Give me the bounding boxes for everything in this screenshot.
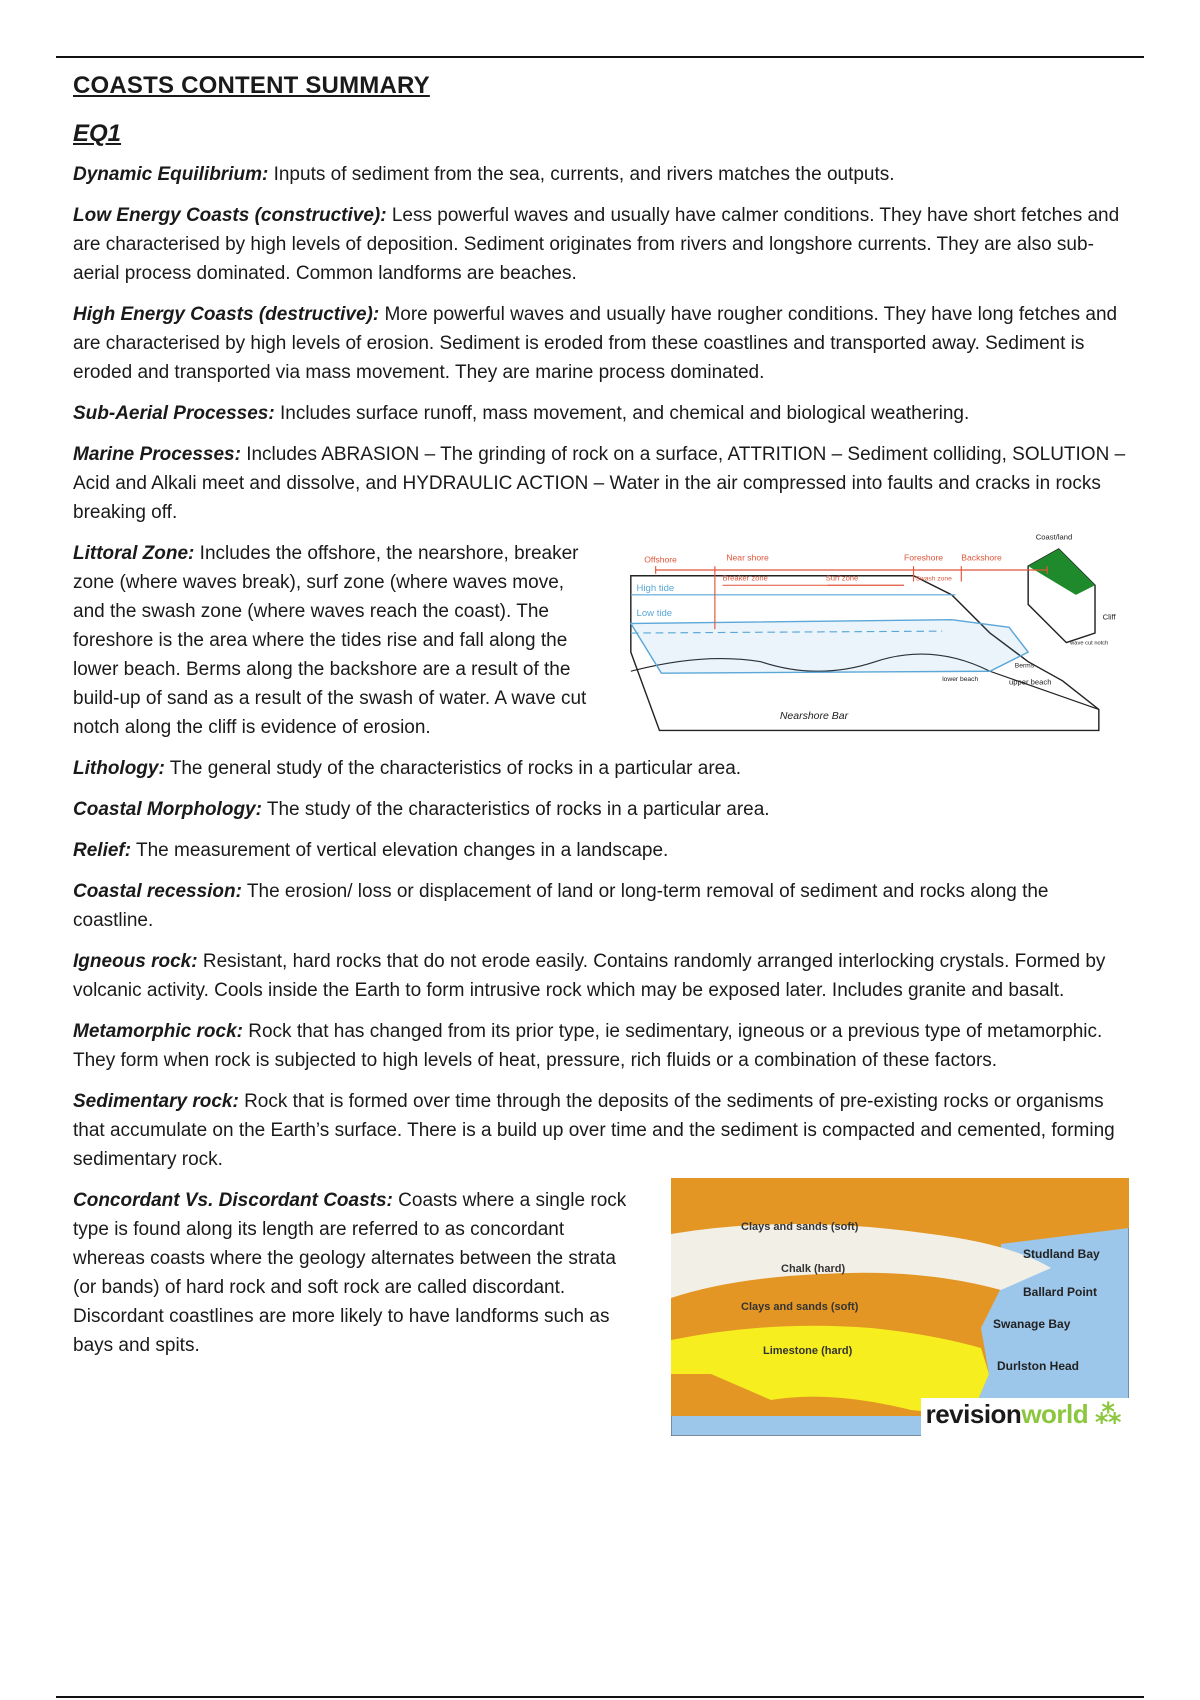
- bottom-rule: [56, 1696, 1144, 1698]
- entry-concordant-discordant: Concordant Vs. Discordant Coasts: Coasts where a single rock type is found along its length are referred to as concordant whereas coasts where the geology alternates between the strata (or bands) of hard rock and soft rock are called discordant. Discordant coastlines are more likely to have landforms such as bays and spits.: [73, 1190, 627, 1356]
- section-heading: EQ1: [73, 120, 122, 147]
- label-studland-bay: Studland Bay: [1023, 1247, 1100, 1261]
- label-chalk: Chalk (hard): [781, 1263, 846, 1275]
- label-offshore: Offshore: [643, 554, 677, 565]
- label-low-tide: Low tide: [636, 607, 672, 619]
- coast-land-top: [1028, 549, 1095, 595]
- label-clays-sands-1: Clays and sands (soft): [741, 1221, 859, 1233]
- littoral-zone-diagram: [627, 523, 1133, 745]
- label-high-tide: High tide: [636, 583, 675, 595]
- logo-icon: ⁂: [1094, 1399, 1121, 1429]
- entry-littoral-zone: Littoral Zone: Includes the offshore, the nearshore, breaker zone (where waves break), surf zone (where waves move, and the swash zone (where waves reach the coast). The foreshore is the area where the tides rise and fall along the lower beach. Berms along the backshore are a result of the build-up of sand as a result of the swash of water. A wave cut notch along the cliff is evidence of erosion.: [73, 543, 587, 738]
- entry-low-energy-coasts: Low Energy Coasts (constructive): Less powerful waves and usually have calmer conditions. They have short fetches and are characterised by high levels of deposition. Sediment originates from rivers and longshore currents. They are also sub-aerial process dominated. Common landforms are beaches.: [73, 205, 1120, 284]
- label-foreshore: Foreshore: [903, 552, 943, 563]
- label-lower-beach: lower beach: [941, 675, 978, 683]
- entry-metamorphic-rock: Metamorphic rock: Rock that has changed from its prior type, ie sedimentary, igneous or a previous type of metamorphic. They form when rock is subjected to high levels of heat, pressure, rich fluids or a combination of these factors.: [73, 1021, 1103, 1071]
- label-swash-zone: Swash zone: [915, 575, 952, 583]
- label-berms: Berms: [1014, 662, 1034, 670]
- label-ballard-point: Ballard Point: [1023, 1285, 1098, 1299]
- label-surf-zone: Surf zone: [825, 573, 859, 583]
- entry-lithology: Lithology: The general study of the characteristics of rocks in a particular area.: [73, 758, 742, 779]
- entry-marine-processes: Marine Processes: Includes ABRASION – The grinding of rock on a surface, ATTRITION – Sediment colliding, SOLUTION – Acid and Alkali meet and dissolve, and HYDRAULIC ACTION – Water in the air compressed into faults and cracks in rocks breaking off.: [73, 444, 1126, 523]
- label-limestone: Limestone (hard): [763, 1345, 853, 1357]
- label-cliff: Cliff: [1102, 612, 1116, 622]
- water-body: [631, 620, 1028, 673]
- label-upper-beach: upper beach: [1008, 677, 1052, 687]
- label-backshore: Backshore: [961, 552, 1002, 563]
- entry-sub-aerial-processes: Sub-Aerial Processes: Includes surface runoff, mass movement, and chemical and biological weathering.: [73, 403, 970, 424]
- label-nearshore: Near shore: [726, 552, 769, 563]
- entry-igneous-rock: Igneous rock: Resistant, hard rocks that do not erode easily. Contains randomly arranged interlocking crystals. Formed by volcanic activity. Cools inside the Earth to form intrusive rock which may be exposed later. Includes granite and basalt.: [73, 951, 1106, 1001]
- entry-coastal-recession: Coastal recession: The erosion/ loss or displacement of land or long-term removal of sediment and rocks along the coastline.: [73, 881, 1049, 931]
- label-swanage-bay: Swanage Bay: [993, 1317, 1071, 1331]
- entry-dynamic-equilibrium: Dynamic Equilibrium: Inputs of sediment from the sea, currents, and rivers matches the outputs.: [73, 164, 895, 185]
- entry-coastal-morphology: Coastal Morphology: The study of the characteristics of rocks in a particular area.: [73, 799, 770, 820]
- label-coast-land: Coast/land: [1035, 532, 1073, 542]
- concordant-section: [73, 1186, 1133, 1436]
- label-breaker-zone: Breaker zone: [722, 573, 768, 583]
- littoral-section: [73, 532, 1133, 754]
- entry-relief: Relief: The measurement of vertical elevation changes in a landscape.: [73, 840, 669, 861]
- label-nearshore-bar: Nearshore Bar: [779, 710, 848, 723]
- label-wave-cut-notch: wave cut notch: [1069, 640, 1109, 647]
- entry-sedimentary-rock: Sedimentary rock: Rock that is formed over time through the deposits of the sediments of pre-existing rocks or organisms that accumulate on the Earth’s surface. There is a build up over time and the sediment is compacted and cemented, forming sedimentary rock.: [73, 1091, 1115, 1170]
- geology-map: [671, 1178, 1129, 1436]
- geology-map-figure: [671, 1178, 1129, 1436]
- document-title: COASTS CONTENT SUMMARY: [73, 72, 430, 99]
- label-clays-sands-2: Clays and sands (soft): [741, 1301, 859, 1313]
- entry-high-energy-coasts: High Energy Coasts (destructive): More powerful waves and usually have rougher conditions. They have long fetches and are characterised by high levels of erosion. Sediment is eroded from these coastlines and transported away. Sediment is eroded and transported via mass movement. They are marine process dominated.: [73, 304, 1118, 383]
- revisionworld-logo: revisionworld ⁂: [925, 1399, 1121, 1429]
- label-durlston-head: Durlston Head: [997, 1359, 1080, 1373]
- document-page: [73, 72, 1133, 1436]
- top-rule: [56, 56, 1144, 58]
